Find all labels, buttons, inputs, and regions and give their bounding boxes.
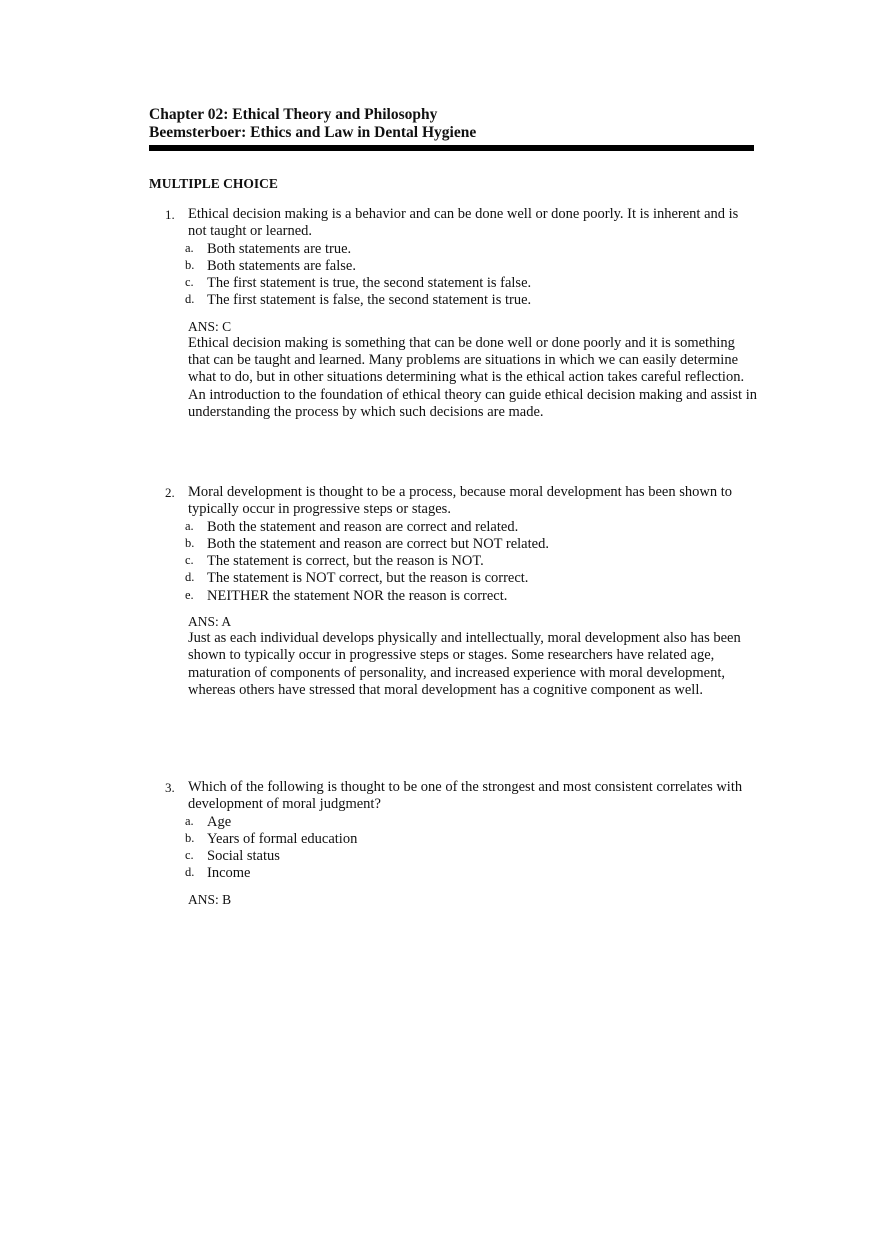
header-rule bbox=[149, 145, 754, 151]
answer-block bbox=[165, 319, 755, 421]
question-text: Which of the following is thought to be one of the strongest and most consistent correlates with development of moral judgment? bbox=[188, 779, 743, 813]
answer-key: ANS: A bbox=[188, 614, 232, 630]
question-text: Moral development is thought to be a process, because moral development has been shown to typically occur in progressive steps or stages. bbox=[188, 484, 733, 518]
page-header bbox=[149, 106, 754, 151]
question-number: 3. bbox=[165, 780, 175, 795]
choice-text: Age bbox=[207, 813, 232, 830]
choice-e bbox=[165, 588, 755, 605]
choice-text: Social status bbox=[207, 848, 280, 865]
choice-letter: c. bbox=[185, 553, 194, 568]
choice-a bbox=[165, 241, 755, 258]
choice-text: NEITHER the statement NOR the reason is correct. bbox=[207, 587, 508, 604]
choice-b bbox=[165, 258, 755, 275]
choice-text: The first statement is false, the second statement is true. bbox=[207, 292, 532, 309]
choice-c bbox=[165, 553, 755, 570]
choice-c bbox=[165, 275, 755, 292]
answer-rationale: Ethical decision making is something that can be done well or done poorly and it is something that can be taught and learned. Many problems are situations in which we can easily determine what to do, but in other situations determining what is the ethical action takes careful reflection. An introduction to the foundation of ethical theory can guide ethical decision making and assist in understanding the process by which such decisions are made. bbox=[188, 334, 757, 420]
question-stem bbox=[165, 779, 755, 814]
choice-text: Years of formal education bbox=[207, 830, 358, 847]
choice-list bbox=[165, 241, 755, 310]
choice-d bbox=[165, 570, 755, 587]
choice-c bbox=[165, 848, 755, 865]
choice-text: Both statements are false. bbox=[207, 257, 356, 274]
answer-block bbox=[165, 892, 755, 908]
choice-text: Both the statement and reason are correct and related. bbox=[207, 518, 519, 535]
choice-letter: c. bbox=[185, 848, 194, 863]
choice-letter: e. bbox=[185, 587, 194, 602]
choice-b bbox=[165, 536, 755, 553]
choice-a bbox=[165, 519, 755, 536]
answer-key: ANS: C bbox=[188, 318, 232, 334]
answer-key: ANS: B bbox=[188, 891, 232, 907]
choice-b bbox=[165, 831, 755, 848]
choice-d bbox=[165, 292, 755, 309]
question-stem bbox=[165, 484, 755, 519]
question-stem bbox=[165, 206, 755, 241]
choice-letter: b. bbox=[185, 830, 195, 845]
choice-list bbox=[165, 814, 755, 883]
choice-text: Both the statement and reason are correct but NOT related. bbox=[207, 535, 549, 552]
choice-a bbox=[165, 814, 755, 831]
question-2 bbox=[165, 484, 755, 699]
choice-letter: b. bbox=[185, 535, 195, 550]
chapter-title: Chapter 02: Ethical Theory and Philosophy bbox=[149, 106, 438, 123]
question-text: Ethical decision making is a behavior and can be done well or done poorly. It is inherent and is not taught or learned. bbox=[188, 206, 739, 240]
choice-d bbox=[165, 865, 755, 882]
section-heading: MULTIPLE CHOICE bbox=[149, 176, 278, 191]
choice-letter: d. bbox=[185, 570, 195, 585]
choice-text: The statement is correct, but the reason is NOT. bbox=[207, 553, 484, 570]
choice-text: Income bbox=[207, 865, 251, 882]
question-1 bbox=[165, 206, 755, 421]
choice-text: Both statements are true. bbox=[207, 240, 352, 257]
question-3 bbox=[165, 779, 755, 908]
choice-letter: b. bbox=[185, 257, 195, 272]
answer-rationale: Just as each individual develops physically and intellectually, moral development also has been shown to typically occur in progressive steps or stages. Some researchers have related age, maturation of components of personality, and increased experience with moral development, whereas others have stressed that moral development has a cognitive component as well. bbox=[188, 630, 741, 698]
choice-letter: d. bbox=[185, 865, 195, 880]
choice-text: The statement is NOT correct, but the reason is correct. bbox=[207, 570, 529, 587]
choice-letter: c. bbox=[185, 275, 194, 290]
answer-block bbox=[165, 614, 755, 699]
question-number: 2. bbox=[165, 485, 175, 500]
question-number: 1. bbox=[165, 207, 175, 222]
choice-list bbox=[165, 519, 755, 605]
choice-text: The first statement is true, the second statement is false. bbox=[207, 275, 532, 292]
choice-letter: a. bbox=[185, 518, 194, 533]
choice-letter: a. bbox=[185, 813, 194, 828]
book-title: Beemsterboer: Ethics and Law in Dental Hygiene bbox=[149, 124, 477, 141]
choice-letter: a. bbox=[185, 240, 194, 255]
choice-letter: d. bbox=[185, 292, 195, 307]
